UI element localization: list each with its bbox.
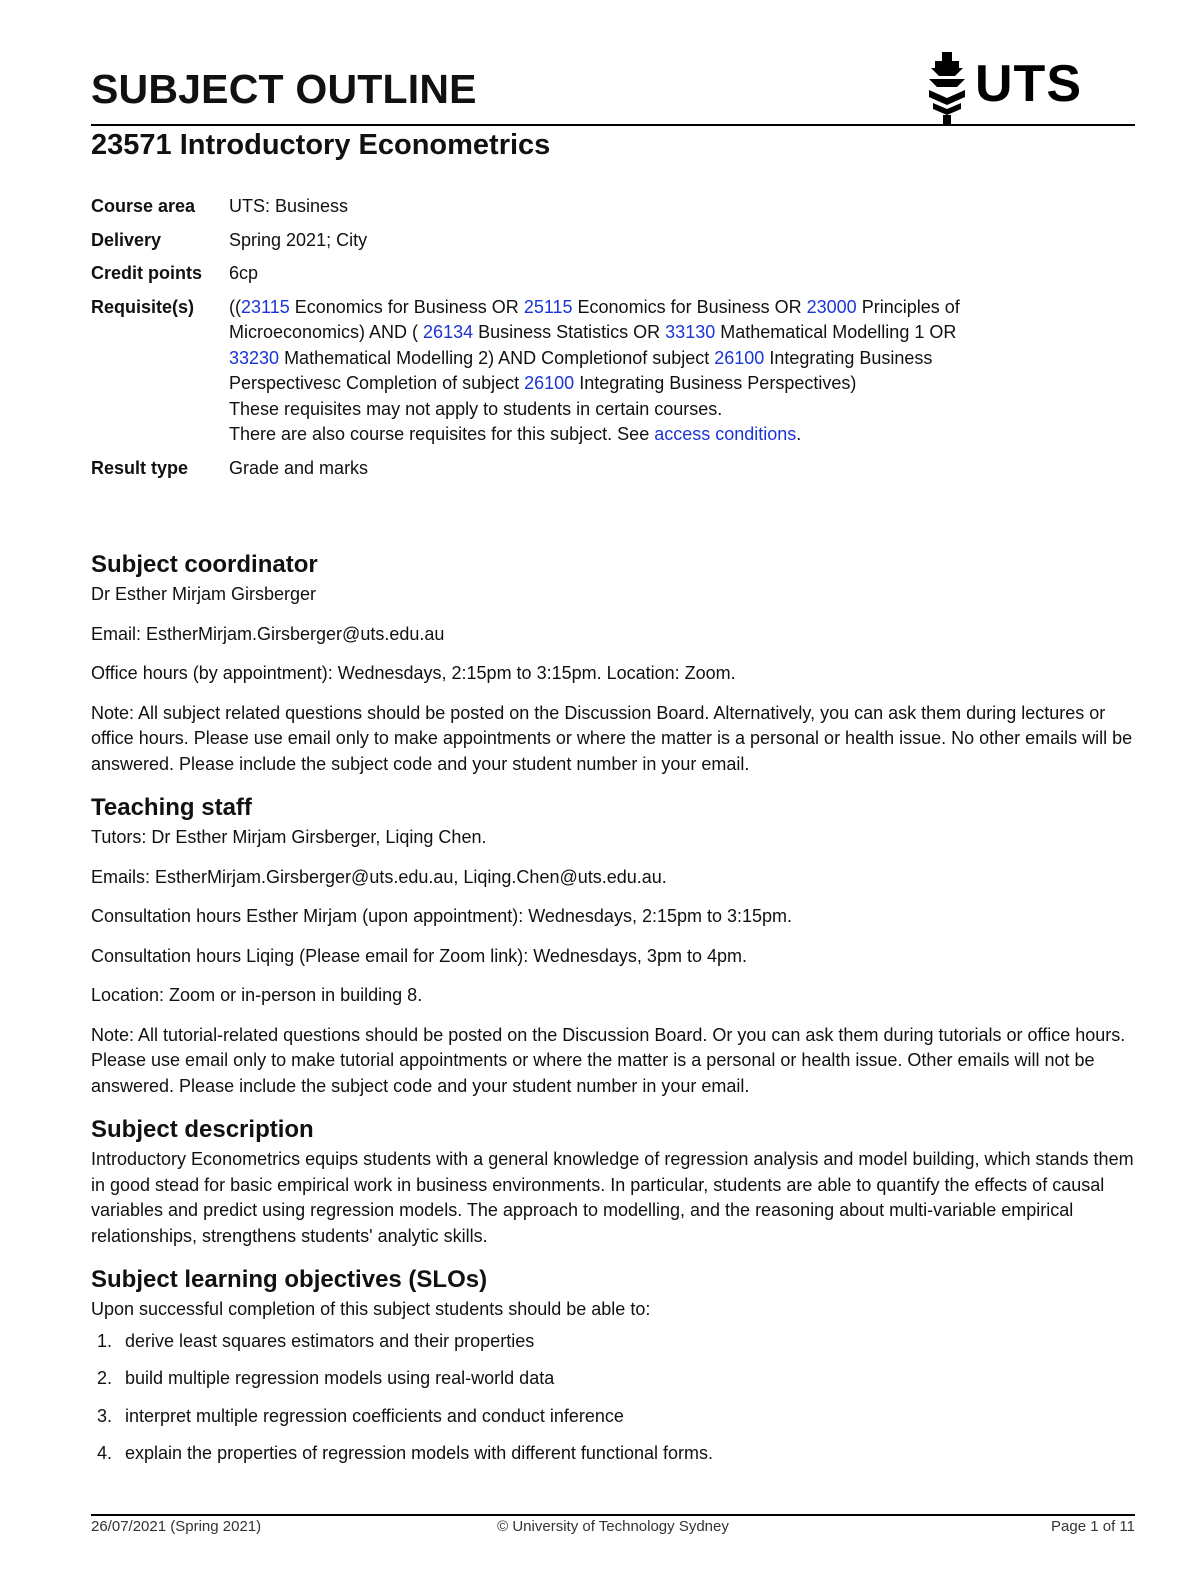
- consultation-location: Location: Zoom or in-person in building 8.: [91, 985, 423, 1005]
- result-type-value: Grade and marks: [229, 457, 369, 478]
- slo-item: [91, 1441, 1135, 1467]
- requisite-text: Economics for Business OR: [289, 296, 524, 317]
- coordinator-note: Note: All subject related questions should be posted on the Discussion Board. Alternatively, you can ask them during lectures or office hours. Please use email only to make appointments or where the matter is a personal or health issue. No other emails will be answered. Please include the subject code and your student number in your email.: [91, 702, 1133, 774]
- subject-link-26134[interactable]: 26134: [423, 322, 474, 342]
- access-conditions-link[interactable]: access conditions: [654, 424, 797, 444]
- slo-text: interpret multiple regression coefficients and conduct inference: [125, 1405, 624, 1426]
- subject-link-25115[interactable]: 25115: [523, 296, 573, 317]
- logo-text: UTS: [975, 55, 1082, 113]
- result-type-row: [91, 456, 991, 482]
- delivery-label: Delivery: [91, 229, 162, 250]
- course-requisite-note: There are also course requisites for this subject. See: [229, 424, 655, 444]
- slo-number: 4.: [97, 1443, 113, 1463]
- coordinator-name: Dr Esther Mirjam Girsberger: [91, 584, 317, 604]
- slo-item: [91, 1404, 1135, 1430]
- footer-page-number: Page 1 of 11: [1051, 1518, 1135, 1535]
- subject-link-33130[interactable]: 33130: [665, 322, 716, 342]
- tutors: Tutors: Dr Esther Mirjam Girsberger, Liqing Chen.: [91, 827, 487, 847]
- footer-copyright: © University of Technology Sydney: [497, 1518, 729, 1535]
- requisite-text: ((: [229, 296, 241, 317]
- requisite-text: Mathematical Modelling 2) AND Completionof subject: [279, 347, 715, 368]
- credit-points-label: Credit points: [91, 263, 202, 283]
- teaching-note: Note: All tutorial-related questions should be posted on the Discussion Board. Or you can ask them during tutorials or office hours. Please use email only to make tutorial appointments or where the matter is a personal or health issue. Other emails will not be answered. Please include the subject code and your student number in your email.: [91, 1024, 1126, 1096]
- credit-points-row: [91, 261, 991, 287]
- course-area-row: [91, 194, 991, 220]
- subject-link-26100[interactable]: 26100: [524, 373, 575, 393]
- slo-heading: Subject learning objectives (SLOs): [91, 1266, 488, 1293]
- outline-body: [91, 548, 1135, 1479]
- slo-number: 1.: [97, 1330, 113, 1351]
- document-title: SUBJECT OUTLINE: [91, 66, 477, 112]
- requisite-note-suffix: .: [796, 424, 802, 444]
- slo-text: derive least squares estimators and their properties: [125, 1330, 535, 1351]
- uts-crest-icon: [925, 52, 969, 124]
- slo-number: 3.: [97, 1405, 113, 1426]
- description-text: Introductory Econometrics equips students with a general knowledge of regression analysis and model building, which stands them in good stead for basic empirical work in business environments. In particular, students are able to quantify the effects of causal variables and predict using regression models. The approach to modelling, and the reasoning about multi-variable empirical relationships, strengthens students' analytic skills.: [91, 1149, 1134, 1246]
- description-section: [91, 1113, 1135, 1249]
- result-type-label: Result type: [91, 457, 189, 478]
- requisite-text: Integrating Business Perspectivesc Completion of subject: [229, 347, 933, 393]
- coordinator-section: [91, 548, 1135, 777]
- requisites-label: Requisite(s): [91, 296, 195, 317]
- tutor-emails: Emails: EstherMirjam.Girsberger@uts.edu.au, Liqing.Chen@uts.edu.au.: [91, 866, 667, 887]
- coordinator-heading: Subject coordinator: [91, 551, 318, 578]
- footer-date: 26/07/2021 (Spring 2021): [91, 1518, 262, 1535]
- coordinator-email: Email: EstherMirjam.Girsberger@uts.edu.au: [91, 623, 445, 644]
- delivery-value: Spring 2021; City: [229, 229, 368, 250]
- footer-divider: [91, 1514, 1135, 1516]
- requisites-row: [91, 295, 991, 448]
- consultation-hours-liqing: Consultation hours Liqing (Please email for Zoom link): Wednesdays, 3pm to 4pm.: [91, 945, 747, 966]
- requisite-text: Integrating Business Perspectives): [574, 373, 857, 393]
- slo-text: build multiple regression models using real-world data: [125, 1368, 555, 1388]
- slo-item: [91, 1329, 1135, 1355]
- requisite-note: These requisites may not apply to students in certain courses.: [229, 398, 723, 419]
- teaching-staff-heading: Teaching staff: [91, 794, 252, 821]
- credit-points-value: 6cp: [229, 263, 259, 283]
- coordinator-office-hours: Office hours (by appointment): Wednesdays, 2:15pm to 3:15pm. Location: Zoom.: [91, 663, 736, 683]
- requisite-text: Mathematical Modelling 1 OR: [715, 322, 957, 342]
- course-area-value: UTS: Business: [229, 196, 349, 216]
- requisite-text: Principles of Microeconomics) AND (: [229, 296, 960, 342]
- slo-intro: Upon successful completion of this subject students should be able to:: [91, 1299, 651, 1319]
- slo-item: [91, 1366, 1135, 1392]
- requisite-text: Business Statistics OR: [473, 322, 666, 342]
- slo-number: 2.: [97, 1368, 113, 1388]
- requisite-text: Economics for Business OR: [572, 296, 807, 317]
- subject-title: 23571 Introductory Econometrics: [91, 129, 551, 161]
- title-divider: [91, 124, 1135, 126]
- delivery-row: [91, 228, 991, 254]
- course-area-label: Course area: [91, 196, 196, 216]
- subject-link-26100[interactable]: 26100: [714, 347, 765, 368]
- uts-logo: [925, 52, 1095, 124]
- slo-section: [91, 1263, 1135, 1467]
- description-heading: Subject description: [91, 1116, 314, 1143]
- subject-link-33230[interactable]: 33230: [229, 347, 280, 368]
- slo-text: explain the properties of regression models with different functional forms.: [125, 1443, 713, 1463]
- subject-link-23000[interactable]: 23000: [806, 296, 857, 317]
- subject-metadata: [91, 194, 991, 489]
- teaching-staff-section: [91, 791, 1135, 1099]
- consultation-hours-esther: Consultation hours Esther Mirjam (upon appointment): Wednesdays, 2:15pm to 3:15pm.: [91, 906, 793, 926]
- subject-link-23115[interactable]: 23115: [241, 296, 290, 317]
- slo-list: [91, 1329, 1135, 1467]
- requisites-value: [229, 295, 991, 448]
